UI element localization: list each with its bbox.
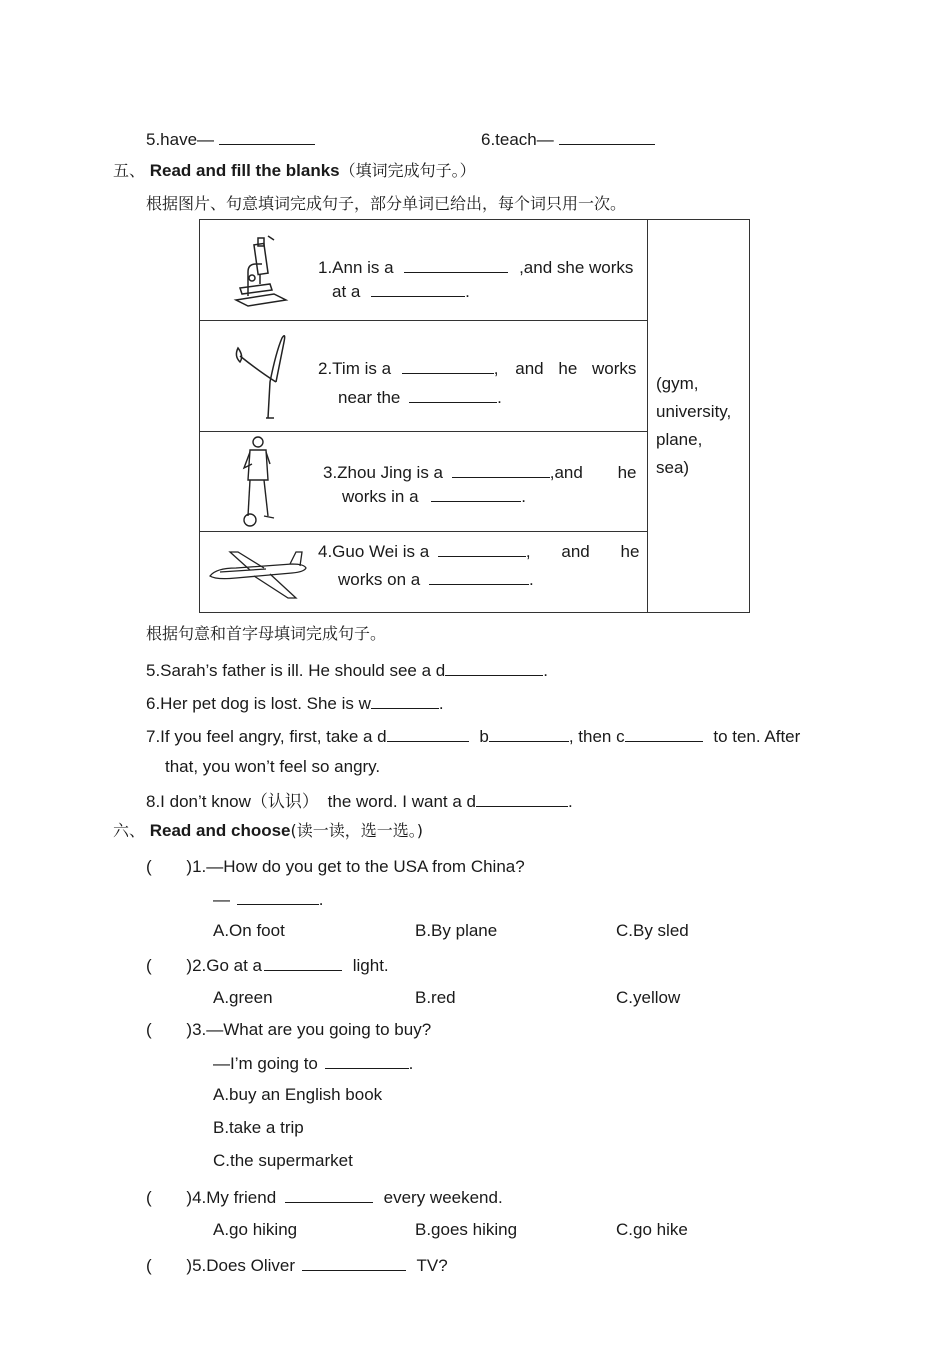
- section-5-heading: 五、 Read and fill the blanks（填词完成句子。）: [113, 161, 476, 180]
- fill-blank-table: [199, 219, 750, 613]
- answer-blank[interactable]: [371, 280, 465, 297]
- question-5-have: 5.have—: [146, 128, 315, 150]
- answer-line: —I’m going to .: [213, 1054, 414, 1073]
- section-title: Read and choose: [149, 821, 291, 840]
- question-7-continued: that, you won’t feel so angry.: [165, 757, 381, 776]
- answer-blank[interactable]: [559, 128, 655, 145]
- answer-slot[interactable]: [156, 1019, 186, 1035]
- answer-blank[interactable]: [219, 128, 315, 145]
- option-c: C.yellow: [616, 988, 681, 1007]
- answer-blank[interactable]: [409, 386, 497, 403]
- option-a: A.On foot: [213, 921, 285, 940]
- question-6-teach: 6.teach—: [481, 128, 655, 150]
- option-a: A.green: [213, 988, 273, 1007]
- table-row-continued: at a .: [332, 282, 470, 301]
- answer-blank[interactable]: [445, 659, 543, 676]
- question-8: 8.I don’t know（认识） the word. I want a d .: [146, 792, 573, 811]
- answer-blank[interactable]: [371, 692, 439, 709]
- option-c: C.go hike: [616, 1220, 688, 1239]
- answer-blank[interactable]: [625, 725, 703, 742]
- table-divider: [200, 531, 647, 532]
- answer-blank[interactable]: [452, 461, 550, 478]
- microscope-icon: [230, 234, 290, 308]
- answer-slot[interactable]: [156, 1255, 186, 1271]
- fishing-rod-icon: [230, 332, 290, 420]
- answer-blank[interactable]: [325, 1052, 409, 1069]
- airplane-icon: [206, 546, 310, 602]
- option-b: B.take a trip: [213, 1118, 304, 1137]
- table-row-continued: works on a .: [338, 570, 534, 589]
- option-a: A.buy an English book: [213, 1085, 383, 1104]
- section-instruction: 根据句意和首字母填词完成句子。: [146, 624, 387, 643]
- answer-blank[interactable]: [237, 888, 319, 905]
- table-divider: [200, 431, 647, 432]
- table-divider: [200, 320, 647, 321]
- answer-slot[interactable]: [156, 1187, 186, 1203]
- answer-blank[interactable]: [404, 256, 508, 273]
- question-7: 7.If you feel angry, first, take a d b , then c to ten. After: [146, 727, 801, 746]
- answer-blank[interactable]: [302, 1254, 406, 1271]
- answer-blank[interactable]: [489, 725, 569, 742]
- answer-blank[interactable]: [476, 790, 568, 807]
- question-6: 6.Her pet dog is lost. She is w .: [146, 694, 444, 713]
- answer-blank[interactable]: [402, 357, 494, 374]
- soccer-player-icon: [238, 434, 278, 528]
- option-b: B.goes hiking: [415, 1220, 518, 1239]
- choice-question: ( )5.Does Oliver TV?: [146, 1256, 448, 1275]
- table-row: 3.Zhou Jing is a ,and he: [323, 463, 637, 482]
- answer-slot[interactable]: [156, 856, 186, 872]
- section-title: Read and fill the blanks: [149, 161, 340, 180]
- option-c: C.the supermarket: [213, 1151, 353, 1170]
- option-b: B.red: [415, 988, 456, 1007]
- answer-blank[interactable]: [285, 1186, 373, 1203]
- option-b: B.By plane: [415, 921, 498, 940]
- option-a: A.go hiking: [213, 1220, 298, 1239]
- section-instruction: 根据图片、句意填词完成句子，部分单词已给出，每个词只用一次。: [146, 194, 627, 213]
- word-bank: (gym, university, plane, sea): [656, 374, 732, 477]
- answer-blank[interactable]: [429, 568, 529, 585]
- table-row: 4.Guo Wei is a , and he: [318, 542, 640, 561]
- table-divider: [647, 220, 648, 612]
- answer-line: — .: [213, 890, 324, 909]
- section-6-heading: 六、 Read and choose(读一读，选一选。): [113, 821, 424, 840]
- choice-question: ( )2.Go at a light.: [146, 956, 389, 975]
- answer-blank[interactable]: [387, 725, 469, 742]
- answer-blank[interactable]: [264, 954, 342, 971]
- choice-question: ( )1.—How do you get to the USA from China?: [146, 857, 525, 876]
- table-row: 2.Tim is a , and he works: [318, 359, 637, 378]
- table-row: 1.Ann is a ,and she works: [318, 258, 634, 277]
- answer-slot[interactable]: [156, 955, 186, 971]
- answer-blank[interactable]: [438, 540, 526, 557]
- choice-question: ( )3.—What are you going to buy?: [146, 1020, 432, 1039]
- choice-question: ( )4.My friend every weekend.: [146, 1188, 503, 1207]
- table-row-continued: near the .: [338, 388, 502, 407]
- question-5: 5.Sarah’s father is ill. He should see a d .: [146, 661, 548, 680]
- option-c: C.By sled: [616, 921, 689, 940]
- table-row-continued: works in a .: [342, 487, 526, 506]
- answer-blank[interactable]: [431, 485, 521, 502]
